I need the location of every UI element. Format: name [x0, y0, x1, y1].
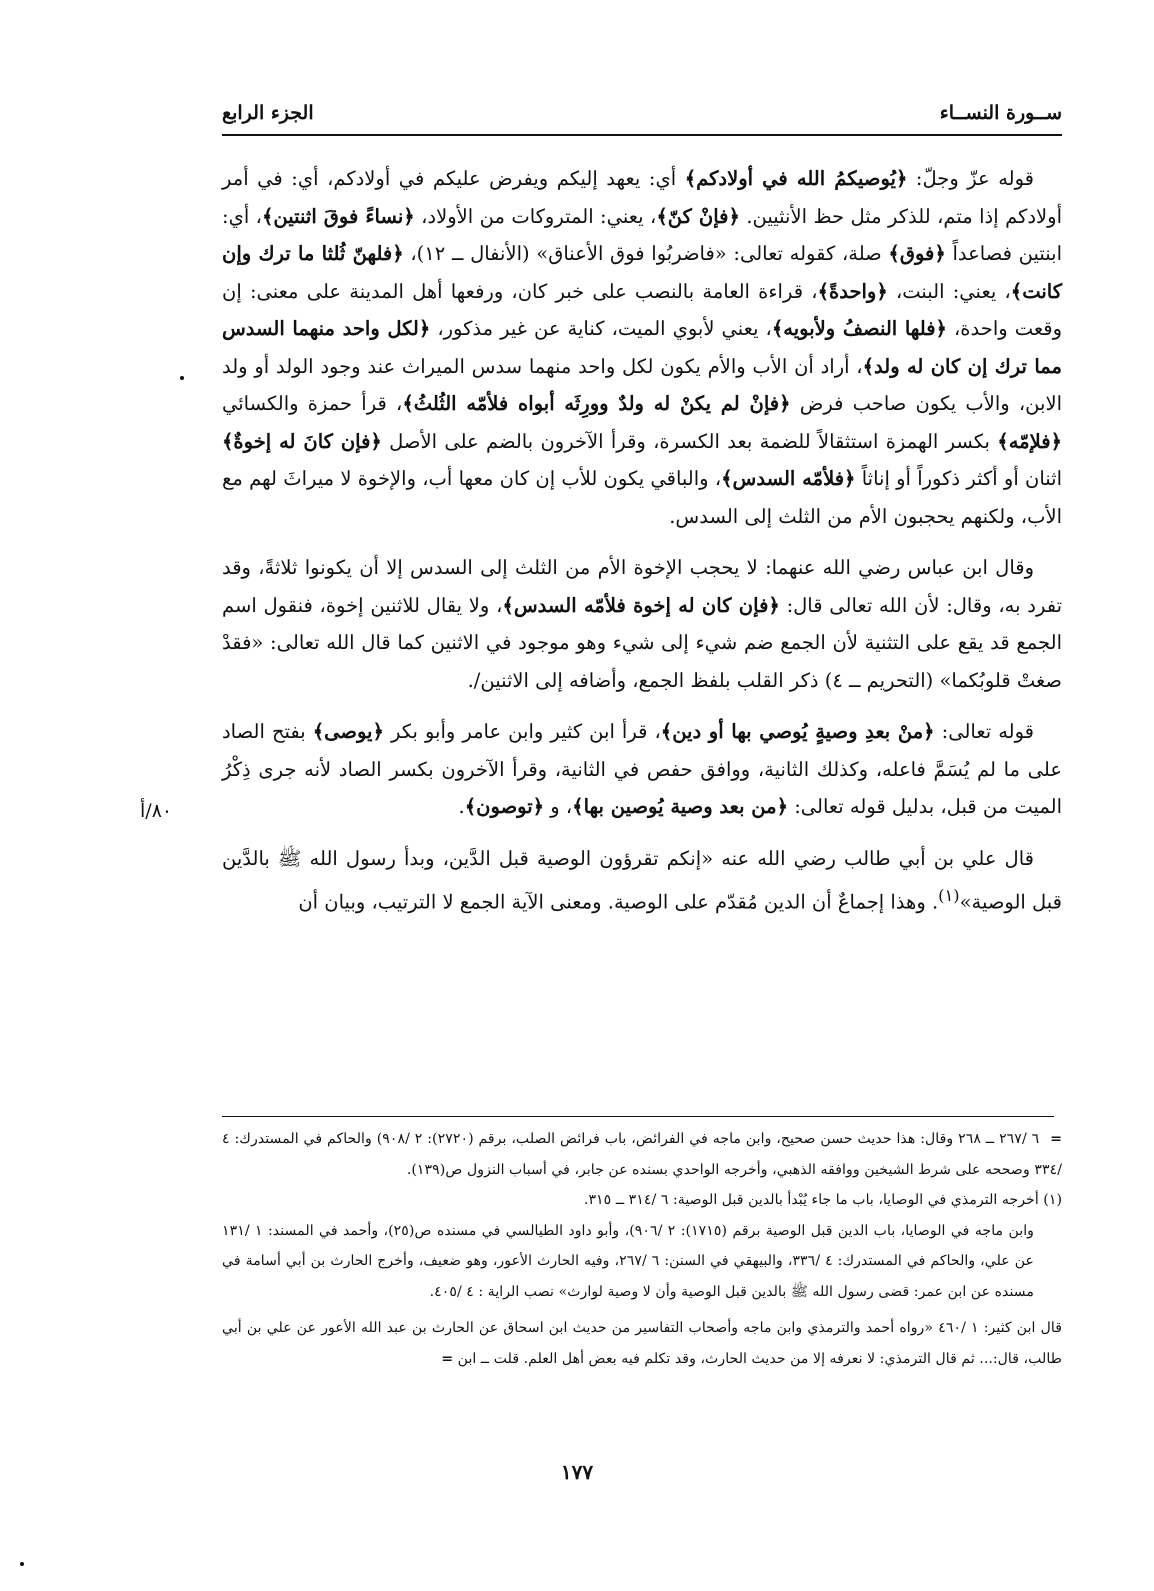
quran-quote: ﴿نساءً فوقَ اثنتين﴾: [261, 204, 415, 228]
commentary-text: . وهذا إجماعٌ أن الدين مُقدّم على الوصية. ومعنى الآية الجمع لا الترتيب، وبيان أن: [298, 890, 939, 914]
margin-dot: [20, 1562, 24, 1566]
commentary-text: ، ولا يقال للاثنين إخوة، فنقول اسم الجمع قد يقع على التثنية لأن الجمع ضم شيء إلى شيء وهو موجود في الاثنين كما قال الله تعالى: «فقدْ صغتْ قلوبُكما» (التحريم ــ ٤) ذكر القلب بلفظ الجمع، وأضافه إلى الاثنين/.: [222, 593, 1062, 692]
text-paragraph: [222, 549, 1062, 699]
commentary-text: ، قرأ حمزة والكسائي: [222, 392, 403, 415]
footnote-1-label: (١): [1043, 1192, 1062, 1208]
quran-quote: ﴿فإن كانَ له إخوةٌ﴾: [222, 429, 382, 453]
commentary-text: ، والباقي يكون للأب إن كان معها أب، والإخوة لا ميراثَ لهم مع الأب، ولكنهم يحجبون الأم من الثلث إلى السدس.: [222, 467, 1062, 528]
text-paragraph: [222, 160, 1062, 535]
manuscript-folio-note: ٨٠/أ: [140, 800, 173, 822]
commentary-text: بفتح الصاد على ما لم يُسَمَّ فاعله، وكذلك الثانية، ووافق حفص في الثانية، وقرأ الآخرون بكسر الصاد لأنه جرى ذِكْرُ الميت من قبل، بدليل قوله تعالى:: [222, 720, 1062, 818]
commentary-text: ، قرأ ابن كثير وابن عامر وأبو بكر: [383, 720, 661, 743]
footnote-1-first-line: [222, 1185, 1062, 1216]
running-header: [222, 96, 1062, 136]
commentary-text: ، يعني: المتروكات من الأولاد،: [414, 204, 657, 228]
part-title: الجزء الرابع: [222, 102, 314, 124]
main-text: [222, 160, 1062, 935]
footnote-ref: (١): [938, 886, 960, 905]
continuation-mark: =: [1050, 1131, 1062, 1147]
quran-quote: ﴿واحدةً﴾: [817, 279, 888, 303]
commentary-text: بكسر الهمزة استثقالاً للضمة بعد الكسرة، وقرأ الآخرون بالضم على الأصل: [381, 429, 998, 453]
trailing-mark: =: [441, 1350, 454, 1367]
quran-quote: ﴿توصون﴾: [464, 795, 545, 818]
footnote-ibn-kathir-text: قال ابن كثير: ١ /٤٦٠ «رواه أحمد والترمذي وابن ماجه وأصحاب التفاسير من حديث ابن اسحاق عن الحارث بن عبد الله الأعور عن علي بن أبي طالب، قال:... ثم قال الترمذي: لا نعرفه إلا من حديث الحارث، وقد تكلم فيه بعض أهل العلم. قلت ــ ابن: [222, 1320, 1062, 1367]
commentary-text: ، قراءة العامة بالنصب على خبر كان، ورفعها أهل المدينة على معنى: إن وقعت واحدة،: [222, 279, 1062, 340]
quran-quote: ﴿فإن كان له إخوة فلأمّه السدس﴾: [502, 593, 780, 617]
quran-quote: ﴿يُوصيكمُ الله في أولادكم﴾: [684, 167, 908, 190]
quran-quote: ﴿فإنْ لم يكنْ له ولدٌ وورِثَه أبواه فلأمّه الثُلثُ﴾: [402, 392, 791, 415]
surah-title: ســورة النســاء: [939, 102, 1062, 124]
quran-quote: ﴿فإنْ كنّ﴾: [656, 204, 740, 228]
footnotes: [222, 1124, 1062, 1374]
quran-quote: ﴿يوصى﴾: [312, 720, 384, 743]
text-paragraph: [222, 840, 1062, 922]
commentary-text: ، يعني: البنت،: [887, 279, 1011, 303]
commentary-text: صلة، كقوله تعالى: «فاضربُوا فوق الأعناق» (الأنفال ــ ١٢)،: [403, 242, 889, 265]
commentary-text: اثنان أو أكثر ذكوراً أو إناثاً: [855, 467, 1062, 490]
page-number: ١٧٧: [560, 1460, 594, 1484]
footnote-1-rest: وابن ماجه في الوصايا، باب الدين قبل الوصية برقم (١٧١٥): ٢ /٩٠٦)، وأبو داود الطيالسي في مسنده ص(٢٥)، وأحمد في المسند: ١ /١٣١ عن علي، والحاكم في المستدرك: ٤ /٣٣٦، والبيهقي في السنن: ٦ /٢٦٧، وفيه الحارث الأعور، وهو ضعيف، وأخرج الحارث بن أبي أسامة في مسنده عن ابن عمر: قضى رسول الله ﷺ بالدين قبل الوصية وأن لا وصية لوارث» نصب الراية : ٤ /٤٠٥.: [222, 1222, 1035, 1300]
margin-dot: [180, 376, 184, 380]
quran-quote: ﴿لكل واحد منهما السدس مما ترك إن كان له ولد﴾: [222, 317, 1063, 378]
footnote-continuation-text: ٦ /٢٦٧ ــ ٢٦٨ وقال: هذا حديث حسن صحيح، وابن ماجه في الفرائض، باب فرائض الصلب، برقم (٢٧٢٠): ٢ /٩٠٨) والحاكم في المستدرك: ٤ /٣٣٤ وصححه على شرط الشيخين ووافقه الذهبي، وأخرجه الواحدي بسنده عن جابر، في أسباب النزول ص(١٣٩).: [222, 1131, 1062, 1178]
text-paragraph: [222, 713, 1062, 826]
header-rule: [222, 134, 1062, 136]
commentary-text: ، يعني لأبوي الميت، كناية عن غير مذكور،: [430, 317, 772, 340]
commentary-text: قوله عزّ وجلّ:: [907, 167, 1035, 190]
quran-quote: ﴿منْ بعدِ وصيةٍ يُوصي بها أو دين﴾: [660, 720, 935, 743]
footnote-ibn-kathir: [222, 1313, 1062, 1374]
commentary-text: قال علي بن أبي طالب رضي الله عنه «إنكم تقرؤون الوصية قبل الدَّين، وبدأ رسول الله ﷺ بالدَّين قبل الوصية»: [222, 846, 1062, 914]
quran-quote: ﴿فلإمّه﴾: [997, 429, 1062, 453]
commentary-text: وقال ابن عباس رضي الله عنهما: لا يحجب الإخوة الأم من الثلث إلى السدس إلا أن يكونوا ثلاثةً، وقد تفرد به، وقال: لأن الله تعالى قال:: [222, 556, 1063, 617]
footnote-continuation: [222, 1124, 1062, 1185]
commentary-text: ، و: [544, 795, 573, 818]
quran-quote: ﴿فلها النصفُ ولأبويه﴾: [771, 317, 947, 340]
commentary-text: ، أي: ابنتين فصاعداً: [222, 204, 1063, 265]
commentary-text: .: [458, 795, 465, 818]
quran-quote: ﴿فلهنّ ثُلثا ما ترك وإن كانت﴾: [222, 242, 1063, 303]
quran-quote: ﴿من بعد وصية يُوصين بها﴾: [572, 795, 788, 818]
footnote-rule: [222, 1116, 1054, 1117]
quran-quote: ﴿فوق﴾: [888, 242, 946, 265]
footnote-1-text: أخرجه الترمذي في الوصايا، باب ما جاء يُبْدأ بالدين قبل الوصية: ٦ /٣١٤ ــ ٣١٥.: [583, 1192, 1039, 1208]
commentary-text: ، أراد أن الأب والأم يكون لكل واحد منهما سدس الميراث عند وجود الولد أو ولد الابن، والأب يكون صاحب فرض: [222, 354, 1062, 415]
commentary-text: أي: يعهد إليكم ويفرض عليكم في أولادكم، أي: في أمر أولادكم إذا متم، للذكر مثل حظ الأنثيين.: [222, 167, 1062, 228]
commentary-text: قوله تعالى:: [934, 720, 1035, 743]
quran-quote: ﴿فلأمّه السدس﴾: [721, 467, 856, 490]
